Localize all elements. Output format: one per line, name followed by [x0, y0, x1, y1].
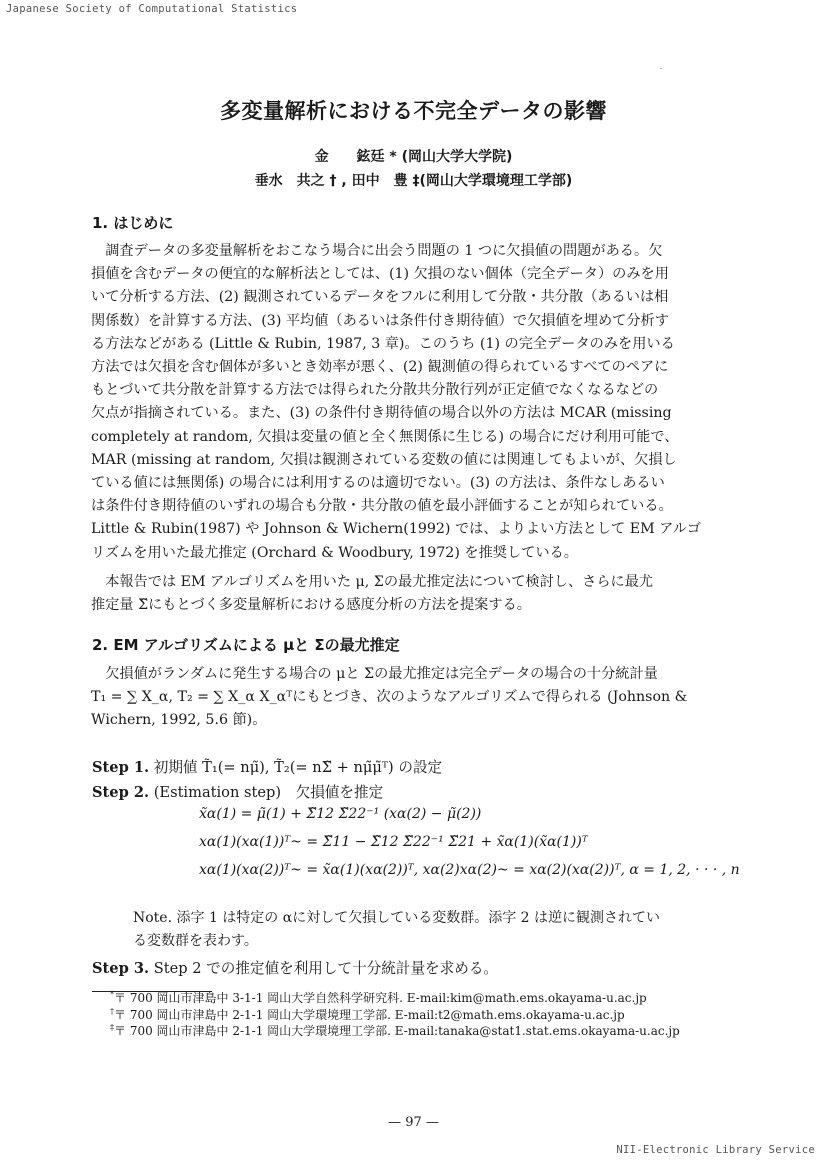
- note-line: Note. 添字 1 は特定の αに対して欠損している変数群。添字 2 は逆に観測されてい: [133, 910, 661, 926]
- step-1: [92, 756, 442, 777]
- footnote-3: [110, 1022, 680, 1039]
- footnote-1-text: 〒 700 岡山市津島中 3-1-1 岡山大学自然科学研究科. E-mail:kim@math.ems.okayama-u.ac.jp: [114, 991, 647, 1005]
- page-number: — 97 —: [388, 1115, 439, 1130]
- society-watermark: Japanese Society of Computational Statistics: [6, 3, 298, 15]
- paragraph-2-line: 推定量 Σ̃にもとづく多変量解析における感度分析の方法を提案する。: [91, 597, 531, 614]
- step-3: [92, 957, 498, 978]
- section-2-intro-line: 欠損値がランダムに発生する場合の μと Σの最尤推定は完全データの場合の十分統計量: [91, 666, 658, 682]
- footnote-1-mark: *: [110, 990, 114, 999]
- section-1-paragraph-1: [91, 240, 731, 565]
- equation-3: xα(1)(xα(2))ᵀ~ = x̃α(1)(xα(2))ᵀ, xα(2)xα(2)~ = xα(2)(xα(2))ᵀ, α = 1, 2, · · · , n: [199, 862, 740, 878]
- paragraph-1-line: completely at random, 欠損は変量の値と全く無関係に生じる) の場合にだけ利用可能で、: [91, 428, 679, 445]
- footnote-1: [110, 989, 647, 1006]
- paragraph-1-line: Little & Rubin(1987) や Johnson & Wichern(1992) では、よりよい方法として EM アルゴ: [91, 521, 702, 538]
- paragraph-1-line: リズムを用いた最尤推定 (Orchard & Woodbury, 1972) を推奨している。: [91, 544, 578, 561]
- paragraph-1-line: ている値には無関係) の場合には利用するのは適切でない。(3) の方法は、条件なしあるい: [91, 475, 665, 492]
- step-3-text: Step 2 での推定値を利用して十分統計量を求める。: [153, 960, 499, 977]
- note-line: る変数群を表わす。: [133, 933, 258, 949]
- section-1-heading: 1. はじめに: [92, 214, 174, 232]
- footnote-2: [110, 1006, 625, 1023]
- paragraph-1-line: る方法などがある (Little & Rubin, 1987, 3 章)。このうち (1) の完全データのみを用いる: [91, 335, 675, 352]
- equation-1: x̃α(1) = μ̃(1) + Σ̃12 Σ̃22⁻¹ (xα(2) − μ̃(2)): [199, 806, 482, 822]
- step-2-text: (Estimation step) 欠損値を推定: [153, 784, 384, 801]
- section-2-intro: [91, 663, 731, 733]
- paragraph-1-line: MAR (missing at random, 欠損は観測されている変数の値には関連してもよいが、欠損し: [91, 451, 677, 468]
- step-2-label: Step 2.: [92, 784, 150, 801]
- section-2-heading: 2. EM アルゴリズムによる μと Σの最尤推定: [92, 636, 400, 654]
- footnote-3-mark: ‡: [110, 1023, 114, 1032]
- step-2: [92, 781, 383, 802]
- note: [133, 907, 733, 953]
- section-2-intro-line: T₁ = ∑ X_α, T₂ = ∑ X_α X_αᵀにもとづき、次のようなアルゴリズムで得られる (Johnson &: [91, 689, 688, 706]
- author-line-1: 金 鉉廷 * (岡山大学大学院): [314, 149, 513, 165]
- footnote-3-text: 〒 700 岡山市津島中 2-1-1 岡山大学環境理工学部. E-mail:tanaka@stat1.stat.ems.okayama-u.ac.jp: [114, 1024, 680, 1038]
- scan-speck: [660, 68, 662, 69]
- footnote-2-mark: †: [110, 1007, 114, 1016]
- paragraph-1-line: は条件付き期待値のいずれの場合も分散・共分散の値を最小評価することが知られている。: [91, 498, 673, 515]
- paragraph-2-line: 本報告では EM アルゴリズムを用いた μ, Σの最尤推定法について検討し、さらに最尤: [91, 574, 654, 590]
- paragraph-1-line: 方法では欠損を含む個体が多いとき効率が悪く、(2) 観測値の得られているすべてのペアに: [91, 359, 669, 376]
- step-1-label: Step 1.: [92, 759, 150, 776]
- step-1-text: 初期値 T̃₁(= nμ̃), T̃₂(= nΣ̃ + nμ̃μ̃ᵀ) の設定: [153, 759, 443, 776]
- section-2-intro-line: Wichern, 1992, 5.6 節)。: [91, 712, 267, 729]
- paragraph-1-line: もとづいて共分散を計算する方法では得られた分散共分散行列が正定値でなくなるなどの: [91, 382, 659, 399]
- section-1-paragraph-2: [91, 571, 731, 617]
- paragraph-1-line: 調査データの多変量解析をおこなう場合に出会う問題の 1 つに欠損値の問題がある。欠: [91, 243, 663, 259]
- paper-title: 多変量解析における不完全データの影響: [220, 99, 607, 123]
- paragraph-1-line: いて分析する方法、(2) 観測されているデータをフルに利用して分散・共分散（あるいは相: [91, 289, 669, 306]
- author-line-2: 垂水 共之 † , 田中 豊 ‡(岡山大学環境理工学部): [254, 173, 573, 189]
- paragraph-1-line: 損値を含むデータの便宜的な解析法としては、(1) 欠損のない個体（完全データ）のみを用: [91, 266, 669, 283]
- equation-2: xα(1)(xα(1))ᵀ~ = Σ̃11 − Σ̃12 Σ̃22⁻¹ Σ̃21 + x̃α(1)(x̃α(1))ᵀ: [199, 834, 588, 850]
- step-3-label: Step 3.: [92, 960, 150, 977]
- footnote-2-text: 〒 700 岡山市津島中 2-1-1 岡山大学環境理工学部. E-mail:t2@math.ems.okayama-u.ac.jp: [114, 1008, 625, 1022]
- service-watermark: NII-Electronic Library Service: [616, 1144, 815, 1156]
- paragraph-1-line: 関係数）を計算する方法、(3) 平均値（あるいは条件付き期待値）で欠損値を埋めて分析す: [91, 312, 669, 329]
- paragraph-1-line: 欠点が指摘されている。また、(3) の条件付き期待値の場合以外の方法は MCAR (missing: [91, 405, 672, 422]
